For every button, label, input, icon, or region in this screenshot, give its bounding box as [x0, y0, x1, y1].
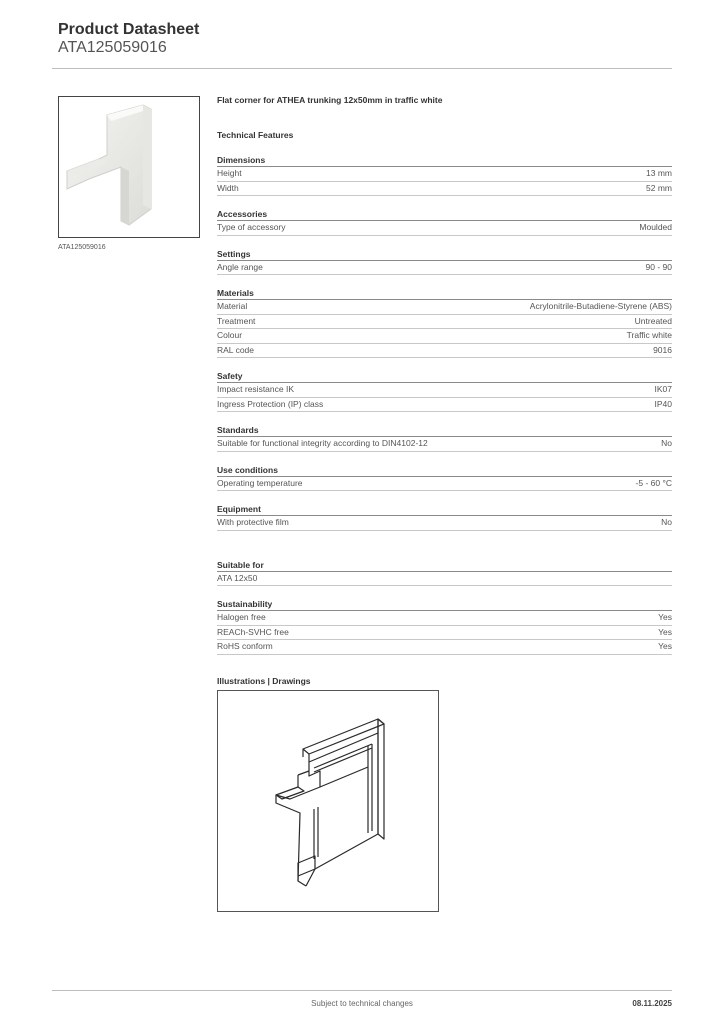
technical-drawing [217, 690, 439, 912]
spec-label: Colour [217, 330, 243, 340]
footer-note: Subject to technical changes [311, 999, 413, 1008]
spec-label: Suitable for functional integrity according to DIN4102-12 [217, 438, 428, 448]
datasheet-content [217, 95, 672, 688]
spec-row [217, 300, 672, 315]
spec-label: Material [217, 301, 248, 311]
photo-caption: ATA125059016 [58, 244, 106, 251]
spec-value: Yes [658, 626, 672, 637]
section-title: Sustainability [217, 599, 672, 611]
spec-value: -5 - 60 °C [635, 477, 672, 488]
product-photo-icon [59, 97, 199, 237]
spec-label: Operating temperature [217, 477, 303, 488]
spec-row [217, 516, 672, 531]
spec-row [217, 611, 672, 626]
spec-row [217, 640, 672, 655]
footer-date: 08.11.2025 [632, 999, 672, 1008]
spec-value: Untreated [634, 315, 672, 326]
spec-value: 52 mm [646, 182, 672, 193]
spec-row [217, 572, 672, 587]
spec-value: No [661, 438, 672, 448]
section-standards [217, 425, 672, 452]
product-title: Flat corner for ATHEA trunking 12x50mm in traffic white [217, 95, 443, 105]
spec-label: Width [217, 182, 239, 193]
spec-label: REACh-SVHC free [217, 626, 289, 637]
section-dimensions [217, 155, 672, 196]
footer-divider [52, 990, 672, 991]
spec-row [217, 315, 672, 330]
spec-row [217, 221, 672, 236]
spec-row [217, 261, 672, 276]
section-settings [217, 249, 672, 276]
spec-value: 13 mm [646, 168, 672, 178]
spec-row [217, 344, 672, 359]
spec-label: Height [217, 168, 242, 178]
spec-label: Impact resistance IK [217, 384, 295, 394]
spec-value: 90 - 90 [645, 261, 672, 272]
section-title: Suitable for [217, 560, 672, 572]
section-use-conditions [217, 465, 672, 492]
spec-row [217, 398, 672, 413]
spec-label: Ingress Protection (IP) class [217, 398, 324, 409]
spec-value: Moulded [639, 222, 672, 232]
spec-label: Halogen free [217, 612, 266, 622]
technical-features-heading: Technical Features [217, 130, 294, 140]
section-title: Safety [217, 371, 672, 383]
spec-label: Treatment [217, 315, 256, 326]
spec-row [217, 329, 672, 344]
spec-value: IK07 [654, 384, 672, 394]
spec-row [217, 626, 672, 641]
spec-value: No [661, 517, 672, 527]
section-title: Settings [217, 249, 672, 261]
spec-value: IP40 [654, 398, 672, 409]
spec-value: Yes [658, 641, 672, 651]
section-title: Dimensions [217, 155, 672, 167]
spec-row [217, 477, 672, 492]
spec-value: Acrylonitrile-Butadiene-Styrene (ABS) [529, 301, 672, 311]
spec-row [217, 437, 672, 452]
section-suitable-for [217, 560, 672, 587]
spec-label: With protective film [217, 517, 289, 527]
spec-label: RAL code [217, 344, 255, 355]
product-code: ATA125059016 [58, 39, 167, 56]
section-materials [217, 288, 672, 358]
spec-label: Angle range [217, 261, 263, 272]
section-safety [217, 371, 672, 412]
spec-value: Traffic white [626, 330, 672, 340]
spec-value: Yes [658, 612, 672, 622]
spec-label: ATA 12x50 [217, 572, 258, 583]
section-title: Materials [217, 288, 672, 300]
section-sustainability [217, 599, 672, 655]
section-title: Standards [217, 425, 672, 437]
spec-label: RoHS conform [217, 641, 273, 651]
section-accessories [217, 209, 672, 236]
technical-drawing-icon [218, 691, 438, 911]
section-title: Equipment [217, 504, 672, 516]
page-title: Product Datasheet [58, 21, 200, 38]
header-divider [52, 68, 672, 69]
spec-label: Type of accessory [217, 222, 286, 232]
spec-row [217, 167, 672, 182]
spec-row [217, 182, 672, 197]
section-title: Accessories [217, 209, 672, 221]
product-photo [58, 96, 200, 238]
spec-value: 9016 [653, 344, 672, 355]
section-title: Use conditions [217, 465, 672, 477]
illustrations-heading: Illustrations | Drawings [217, 675, 311, 686]
section-equipment [217, 504, 672, 531]
spec-row [217, 383, 672, 398]
